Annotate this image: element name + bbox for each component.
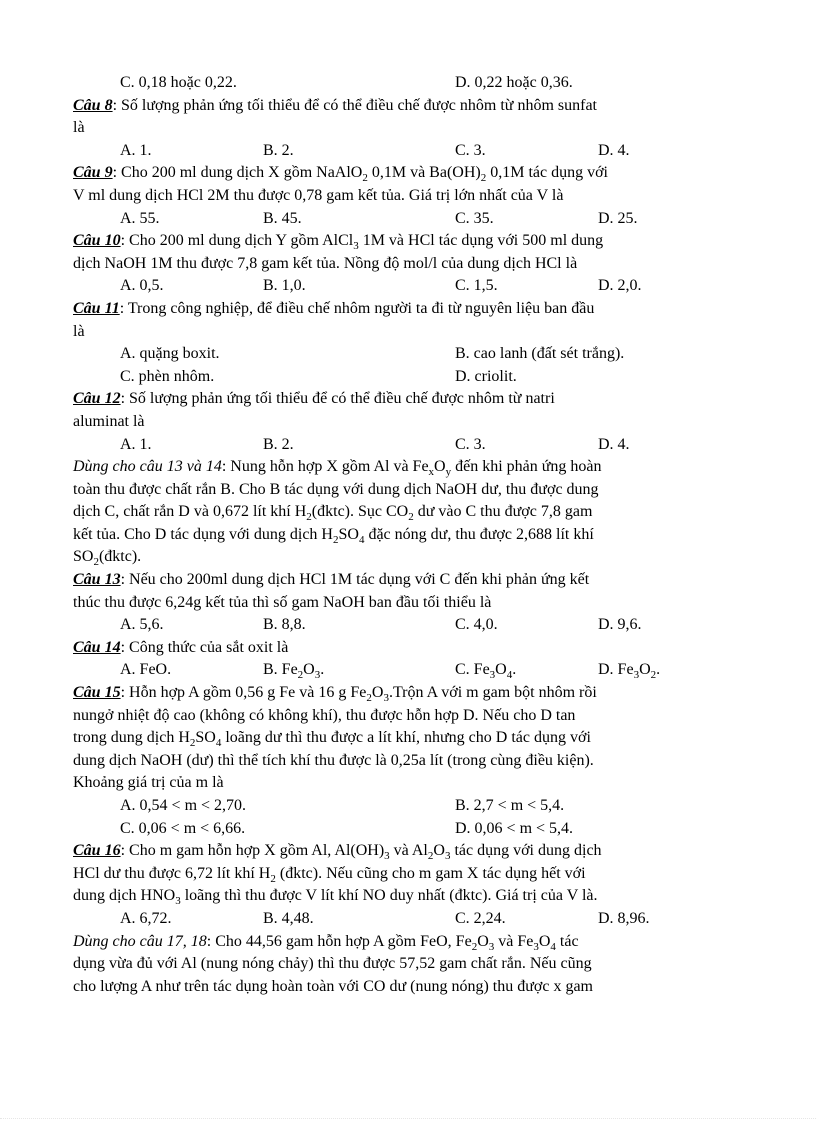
question-line [73,298,697,321]
line-text: aluminat là [73,412,145,430]
text-line [73,321,697,344]
line-text: : Cho 200 ml dung dịch X gồm NaAlO$_2$ 0,1M và $Ba(OH)_2$ 0,1M tác dụng với [112,164,608,185]
text-line [73,953,697,976]
answer-option: B. 1,0. [263,277,306,295]
answer-option: D. 2,0. [598,277,642,295]
shared-context-line [73,456,697,479]
line-text: dịch C, chất rắn D và 0,672 lít khí $H_2(đktc)$. Sục $CO_2$ dư vào C thu được 7,8 gam [73,503,593,524]
answer-options [73,366,697,389]
answer-options [73,659,697,682]
answer-option: D. 25. [598,209,638,227]
line-text: dịch NaOH 1M thu được 7,8 gam kết tủa. Nồng độ mol/l của dung dịch HCl là [73,254,578,272]
answer-option: D. 8,96. [598,909,650,927]
line-text: : Cho 200 ml dung dịch Y gồm AlCl$_3$ 1M và HCl tác dụng với 500 ml dung [120,232,604,253]
question-label: Câu 14 [73,638,121,656]
line-text: dung dịch $HNO_3$ loãng thì thu được V lít khí NO duy nhất (đktc). Giá trị của V là. [73,887,598,908]
question-label: Câu 15 [73,684,121,702]
answer-option: B. 4,48. [263,909,314,927]
text-line [73,705,697,728]
shared-context-line [73,931,697,954]
answer-option: D. 9,6. [598,616,642,634]
answer-option: B. $Fe_2O_3$. [263,661,325,682]
answer-options [73,795,697,818]
answer-option: D. 0,22 hoặc 0,36. [455,74,573,91]
line-text: : Hỗn hợp A gồm 0,56 g Fe và 16 g $Fe_2O_3.Trộn$ A với m gam bột nhôm rồi [120,684,597,705]
answer-option: D. 0,06 < m < 5,4. [455,819,574,837]
line-text: kết tủa. Cho D tác dụng với dung dịch $H_2SO_4$ đặc nóng dư, thu được 2,688 lít khí [73,525,594,547]
line-text: : Trong công nghiệp, để điều chế nhôm người ta đi từ nguyên liệu ban đầu [119,299,595,317]
text-line [73,411,697,434]
answer-option: C. 1,5. [455,277,498,295]
answer-options [73,614,697,637]
answer-option: C. phèn nhôm. [120,367,215,385]
answer-option: A. 6,72. [120,909,172,927]
text-line [73,885,697,908]
question-label: Câu 9 [73,164,113,182]
question-line [73,230,697,253]
answer-option: B. 2,7 < m < 5,4. [455,797,565,814]
text-line [73,524,697,547]
question-line [73,637,697,660]
text-line [73,592,697,615]
text-line [73,501,697,524]
answer-option: C. 0,06 < m < 6,66. [120,819,246,837]
answer-option: B. 8,8. [263,616,306,634]
answer-option: A. 0,5. [120,277,164,295]
answer-option: D. 4. [598,141,630,159]
line-text: V ml dung dịch HCl 2M thu được 0,78 gam kết tủa. Giá trị lớn nhất của V là [73,186,564,204]
line-text: $SO_2(đktc)$. [73,548,142,569]
text-line [73,479,697,502]
line-text: : Số lượng phản ứng tối thiểu để có thể điều chế được nhôm từ natri [120,390,555,408]
answer-option: A. quặng boxit. [120,345,220,363]
line-text: toàn thu được chất rắn B. Cho B tác dụng với dung dịch NaOH dư, thu được dung [73,480,599,498]
text-line [73,117,697,140]
question-line [73,840,697,863]
answer-option: C. 3. [455,435,486,453]
answer-option: C. 4,0. [455,616,498,634]
text-line [73,976,697,999]
text-line [73,772,697,795]
question-line [73,162,697,185]
question-label: Câu 12 [73,390,121,408]
answer-options [73,343,697,366]
answer-option: D. 4. [598,435,630,453]
line-text: dụng vừa đủ với Al (nung nóng chảy) thì thu được 57,52 gam chất rắn. Nếu cũng [73,955,592,973]
answer-options [73,72,697,95]
question-label: Câu 10 [73,232,121,250]
line-text: : Công thức của sắt oxit là [120,638,289,656]
answer-option: B. 45. [263,209,302,227]
document-page [73,72,697,998]
answer-option: A. 55. [120,209,160,227]
answer-option: C. 2,24. [455,909,506,927]
answer-option: A. 1. [120,435,152,453]
question-line [73,388,697,411]
question-line [73,569,697,592]
text-line [73,727,697,750]
line-text: trong dung dịch $H_2SO_4$ loãng dư thì thu được a lít khí, nhưng cho D tác dụng với [73,729,591,750]
line-text: là [73,119,85,137]
text-line [73,750,697,773]
text-line [73,546,697,569]
question-line [73,95,697,118]
line-text: : Cho 44,56 gam hỗn hợp A gồm FeO, $Fe_2O_3$ và $Fe_3O_4$ tác [206,932,579,953]
page-bottom-divider [0,1118,816,1119]
line-text: HCl dư thu được 6,72 lít khí $H_2$ (đktc). Nếu cũng cho m gam X tác dụng hết với [73,864,586,885]
question-label: Câu 13 [73,571,121,589]
question-label: Câu 16 [73,842,121,860]
line-text: dung dịch NaOH (dư) thì thể tích khí thu được là 0,25a lít (trong cùng điều kiện). [73,751,594,769]
text-line [73,253,697,276]
question-line [73,682,697,705]
answer-options [73,908,697,931]
line-text: thúc thu được 6,24g kết tủa thì số gam NaOH ban đầu tối thiểu là [73,593,492,611]
question-label: Câu 11 [73,299,120,317]
text-line [73,863,697,886]
line-text: là [73,322,85,340]
line-text: cho lượng A như trên tác dụng hoàn toàn với CO dư (nung nóng) thu được x gam [73,977,593,995]
answer-option: D. $Fe_3O_2$. [598,661,661,682]
line-text: Khoảng giá trị của m là [73,774,224,792]
line-text: nungở nhiệt độ cao (không có không khí), thu được hỗn hợp D. Nếu cho D tan [73,706,576,724]
answer-option: B. 2. [263,435,294,453]
line-text: : Nếu cho 200ml dung dịch HCl 1M tác dụng với C đến khi phản ứng kết [120,571,590,589]
answer-options [73,434,697,457]
answer-option: A. 5,6. [120,616,164,634]
line-text: : Nung hỗn hợp X gồm Al và $Fe_xO_y$ đến khi phản ứng hoàn [221,458,602,479]
answer-option: C. 0,18 hoặc 0,22. [120,74,237,91]
answer-option: C. 3. [455,141,486,159]
answer-options [73,818,697,841]
answer-option: B. cao lanh (đất sét trắng). [455,345,625,363]
answer-options [73,140,697,163]
answer-option: A. FeO. [120,661,172,679]
answer-options [73,208,697,231]
answer-option: D. criolit. [455,367,517,385]
context-label: Dùng cho câu 13 và 14 [73,458,222,476]
context-label: Dùng cho câu 17, 18 [73,932,207,950]
answer-option: C. 35. [455,209,494,227]
question-label: Câu 8 [73,96,113,114]
line-text: : Cho m gam hỗn hợp X gồm Al, $Al(OH)_3$ và $Al_2O_3$ tác dụng với dung dịch [120,842,602,863]
answer-option: A. 0,54 < m < 2,70. [120,797,247,814]
answer-option: A. 1. [120,141,152,159]
answer-options [73,275,697,298]
text-line [73,185,697,208]
answer-option: B. 2. [263,141,294,159]
answer-option: C. $Fe_3O_4$. [455,661,517,682]
line-text: : Số lượng phản ứng tối thiểu để có thể điều chế được nhôm từ nhôm sunfat [112,96,597,114]
